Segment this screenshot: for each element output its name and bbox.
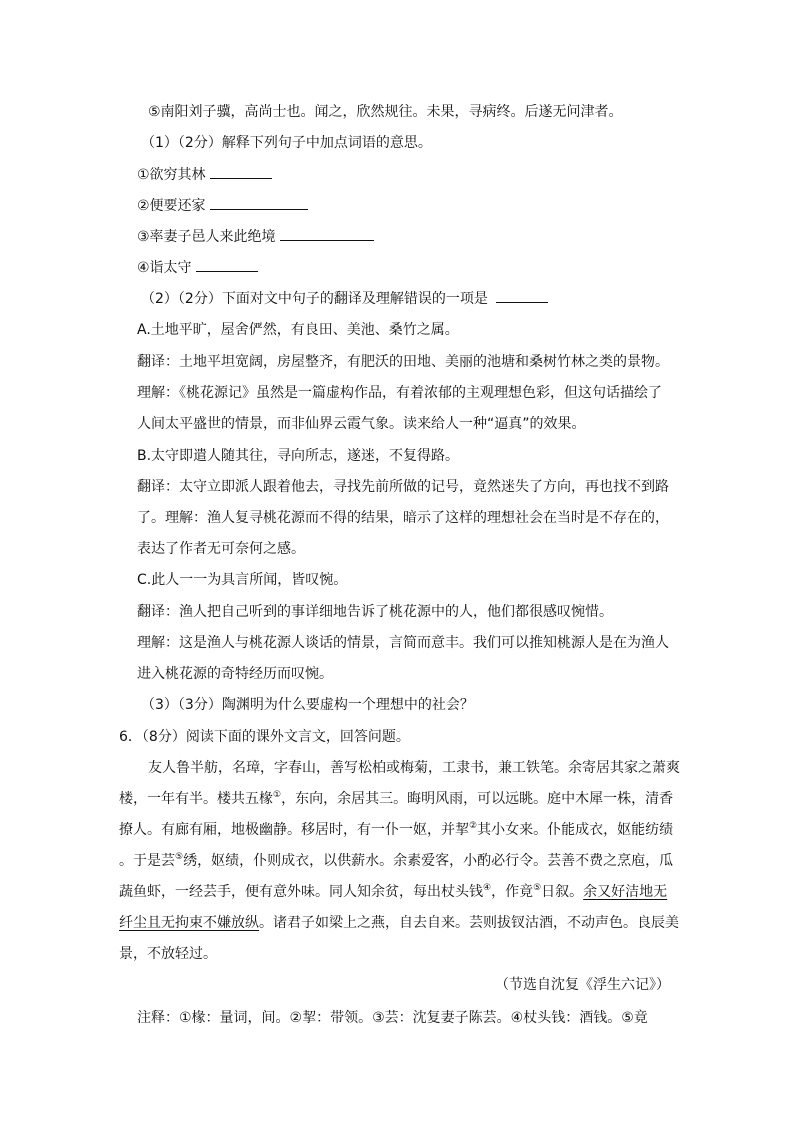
- answer-blank[interactable]: [196, 257, 258, 272]
- footnote-ref-2: ②: [469, 821, 478, 831]
- option-b: B.太守即遣人随其往，寻向所志，遂迷，不复得路。: [137, 448, 460, 464]
- footnote-ref-5: ⑤: [533, 883, 542, 893]
- option-a-understanding-cont: 人间太平盛世的情景，而非仙界云霞气象。读来给人一种“逼真”的效果。: [137, 416, 586, 432]
- answer-blank[interactable]: [210, 164, 272, 179]
- underlined-sentence: 余又好洁地无: [583, 884, 668, 900]
- passage6-line-7: 景，不放轻过。: [119, 946, 217, 962]
- question-1-item-3: ③率妻子邑人来此绝境: [137, 226, 374, 247]
- option-b-understanding: 了。理解：渔人复寻桃花源而不得的结果，暗示了这样的理想社会在当时是不存在的，: [137, 510, 669, 526]
- passage6-line-2: 楼，一年有半。楼共五椽①，东向，余居其三。晦明风雨，可以远眺。庭中木犀一株，清香: [119, 790, 674, 807]
- option-b-understanding-cont: 表达了作者无可奈何之感。: [137, 541, 305, 557]
- question-1-stem: （1）（2分）解释下列句子中加点词语的意思。: [141, 135, 432, 151]
- question-1-item-2: ②便要还家: [137, 195, 308, 216]
- option-b-translation: 翻译：太守立即派人跟着他去，寻找先前所做的记号，竟然迷失了方向，再也找不到路: [137, 479, 669, 495]
- option-a-understanding: 理解：《桃花源记》虽然是一篇虚构作品，有着浓郁的主观理想色彩，但这句话描绘了: [137, 385, 662, 401]
- answer-blank[interactable]: [496, 288, 548, 303]
- option-a-translation: 翻译：土地平坦宽阔，房屋整齐，有肥沃的田地、美丽的池塘和桑树竹林之类的景物。: [137, 354, 669, 370]
- footnote-ref-1: ①: [273, 790, 282, 800]
- option-c-understanding-cont: 进入桃花源的奇特经历而叹惋。: [137, 666, 333, 682]
- option-c-translation: 翻译：渔人把自己听到的事详细地告诉了桃花源中的人，他们都很感叹惋惜。: [137, 604, 613, 620]
- passage6-notes: 注释：①椽：量词，间。②挈：带领。③芸：沈复妻子陈芸。④杖头钱：酒钱。⑤竟: [137, 1010, 648, 1026]
- passage6-line-5: 蔬鱼虾，一经芸手，便有意外味。同人知余贫，每出杖头钱④，作竟⑤日叙。余又好洁地无: [119, 883, 668, 900]
- passage6-line-1: 友人鲁半舫，名璋，字春山，善写松柏或梅菊，工隶书，兼工铁笔。余寄居其家之萧爽: [148, 760, 680, 776]
- passage6-line-6: 纤尘且无拘束不嫌放纵。诸君子如梁上之燕，自去自来。芸则拔钗沽酒，不动声色。良辰美: [119, 915, 679, 931]
- footnote-ref-4: ④: [483, 883, 492, 893]
- question-3-stem: （3）（3分）陶渊明为什么要虚构一个理想中的社会？: [141, 697, 474, 713]
- question-6-heading: 6．（8分）阅读下面的课外文言文，回答问题。: [119, 729, 410, 745]
- passage6-source: （节选自沈复《浮生六记》）: [495, 977, 670, 993]
- underlined-sentence-cont: 纤尘且无拘束不嫌放纵: [119, 915, 259, 931]
- passage6-line-4: 。于是芸⑤绣，妪绩，仆则成衣，以供薪水。余素爱客，小酌必行令。芸善不费之烹庖，瓜: [119, 852, 674, 869]
- option-c: C.此人一一为具言所闻，皆叹惋。: [137, 572, 348, 588]
- passage-line-5: ⑤南阳刘子骥，高尚士也。闻之，欣然规往。未果，寻病终。后遂无问津者。: [148, 104, 623, 120]
- question-1-item-4: ④诣太守: [137, 257, 258, 278]
- passage6-line-3: 撩人。有廊有厢，地极幽静。移居时，有一仆一妪，并挈②其小女来。仆能成衣，妪能纺绩: [119, 821, 674, 838]
- option-c-understanding: 理解：这是渔人与桃花源人谈话的情景，言简而意丰。我们可以推知桃源人是在为渔人: [137, 635, 669, 651]
- answer-blank[interactable]: [280, 226, 374, 241]
- footnote-ref-3: ⑤: [175, 852, 184, 862]
- question-1-item-1: ①欲穷其林: [137, 164, 272, 185]
- answer-blank[interactable]: [210, 195, 308, 210]
- question-2-stem: （2）（2分）下面对文中句子的翻译及理解错误的一项是: [141, 288, 548, 309]
- option-a: A.土地平旷，屋舍俨然，有良田、美池、桑竹之属。: [137, 322, 459, 338]
